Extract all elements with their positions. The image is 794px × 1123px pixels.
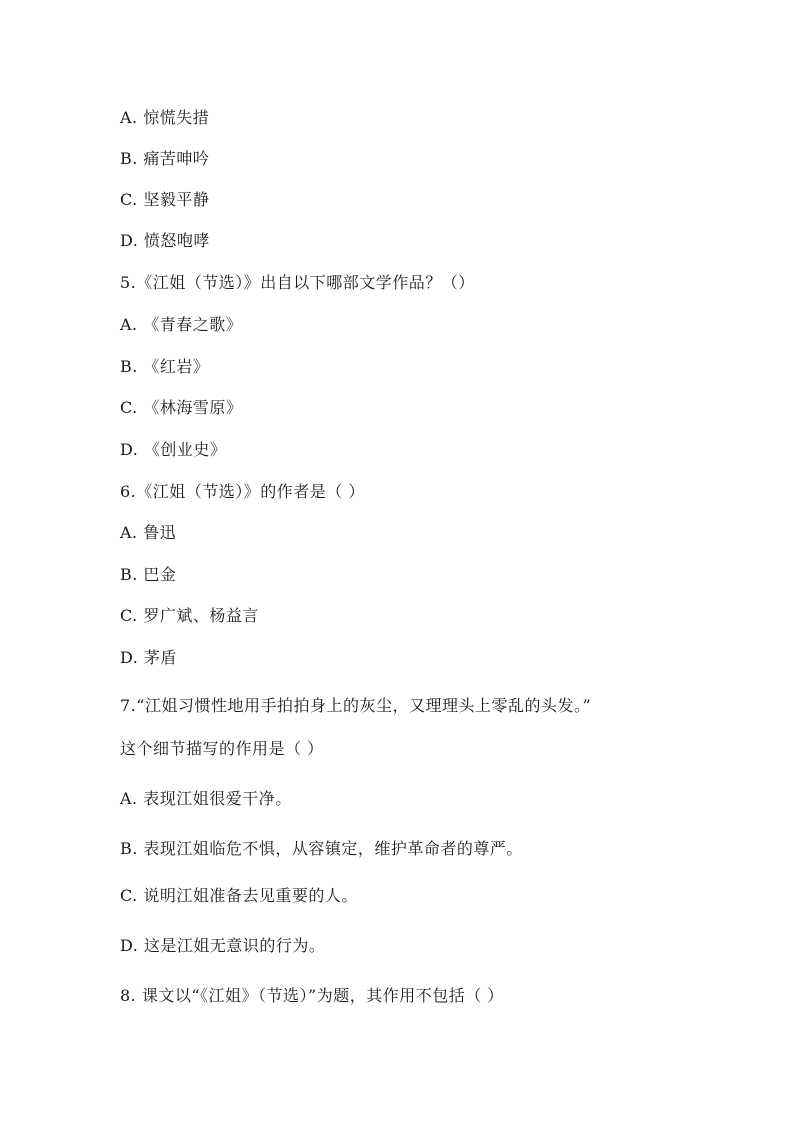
q7-option-c: C. 说明江姐准备去见重要的人。 <box>120 886 358 905</box>
question-5-text: 5.《江姐（节选）》出自以下哪部文学作品？（） <box>120 273 475 292</box>
q4-option-d: D. 愤怒咆哮 <box>120 231 210 250</box>
q4-option-b: B. 痛苦呻吟 <box>120 149 210 168</box>
question-8-text: 8. 课文以“《江姐》（节选）”为题，其作用不包括（ ） <box>120 986 504 1005</box>
q6-option-d: D. 茅盾 <box>120 648 177 667</box>
question-7-text: 7.“江姐习惯性地用手拍拍身上的灰尘，又理理头上零乱的头发。” <box>120 696 592 715</box>
q6-option-c: C. 罗广斌、杨益言 <box>120 606 259 625</box>
q4-option-c: C. 坚毅平静 <box>120 190 210 209</box>
q7-option-b: B. 表现江姐临危不惧，从容镇定，维护革命者的尊严。 <box>120 839 523 858</box>
q5-option-d: D. 《创业史》 <box>120 440 227 459</box>
q6-option-a: A. 鲁迅 <box>120 523 177 542</box>
q6-option-b: B. 巴金 <box>120 565 177 584</box>
q5-option-c: C. 《林海雪原》 <box>120 398 243 417</box>
q5-option-b: B. 《红岩》 <box>120 357 210 376</box>
q5-option-a: A. 《青春之歌》 <box>120 315 243 334</box>
q4-option-a: A. 惊慌失措 <box>120 108 210 127</box>
question-7-text-cont: 这个细节描写的作用是（ ） <box>120 739 324 758</box>
q7-option-a: A. 表现江姐很爱干净。 <box>120 789 292 808</box>
q7-option-d: D. 这是江姐无意识的行为。 <box>120 936 326 955</box>
question-6-text: 6.《江姐（节选）》的作者是（ ） <box>120 482 365 501</box>
